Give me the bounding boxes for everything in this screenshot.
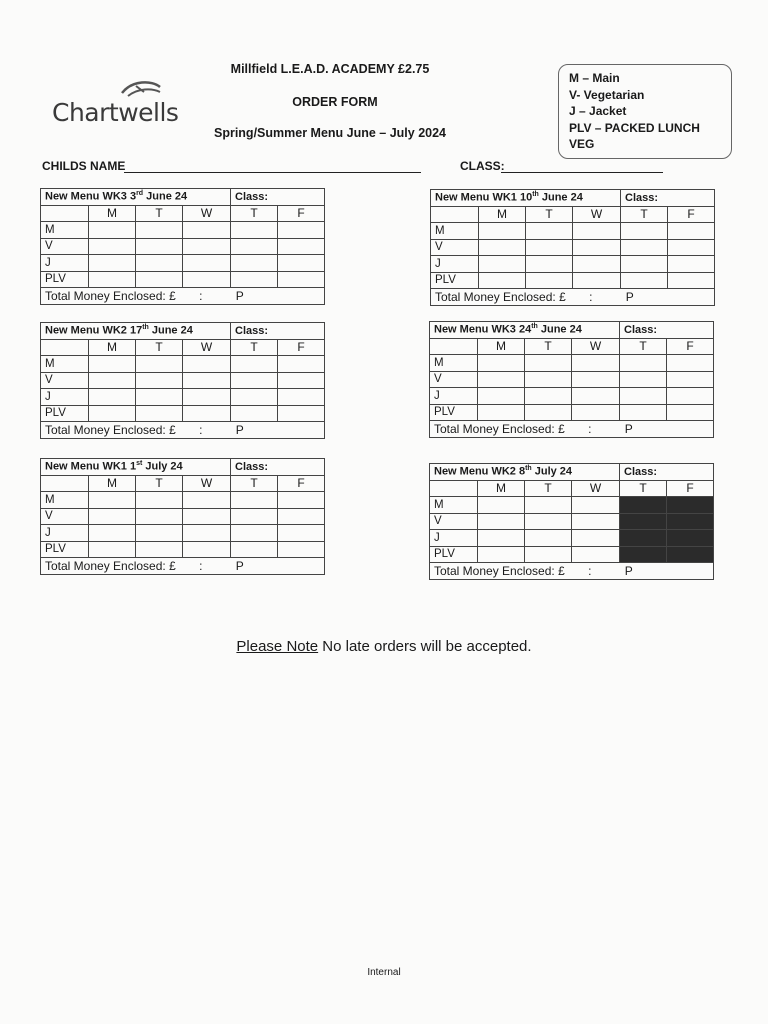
class-field[interactable] [501, 161, 663, 173]
total-label: Total Money Enclosed: £ [45, 558, 176, 573]
legend-box [558, 64, 732, 159]
total-label: Total Money Enclosed: £ [434, 563, 565, 578]
order-cell[interactable] [183, 525, 231, 542]
order-cell[interactable] [478, 355, 525, 372]
order-cell[interactable] [525, 513, 572, 530]
corner-cell [431, 206, 479, 223]
order-cell[interactable] [573, 272, 621, 289]
order-cell[interactable] [278, 525, 325, 542]
order-cell[interactable] [231, 255, 278, 272]
row-label: J [430, 388, 478, 405]
pence-label: P [624, 421, 633, 436]
week-class-label: Class: [231, 189, 325, 206]
row-label: J [41, 389, 89, 406]
order-cell[interactable] [136, 508, 183, 525]
order-cell[interactable] [526, 239, 573, 256]
blocked-cell [667, 497, 714, 514]
order-cell[interactable] [668, 256, 715, 273]
order-cell[interactable] [667, 388, 714, 405]
row-label: PLV [431, 272, 479, 289]
day-header: F [667, 338, 714, 355]
day-header: T [525, 338, 572, 355]
day-header: T [231, 339, 278, 356]
row-label: M [430, 497, 478, 514]
legend-item: M – Main [569, 71, 620, 85]
order-cell[interactable] [479, 223, 526, 240]
order-cell[interactable] [278, 222, 325, 239]
note-text: No late orders will be accepted. [318, 638, 532, 655]
order-cell[interactable] [572, 355, 620, 372]
order-cell[interactable] [231, 222, 278, 239]
order-cell[interactable] [620, 371, 667, 388]
legend-item: V- Vegetarian [569, 87, 645, 102]
week-order-table [429, 321, 714, 438]
order-cell[interactable] [183, 541, 231, 558]
total-money-row [431, 289, 715, 306]
order-cell[interactable] [479, 239, 526, 256]
day-header: W [572, 480, 620, 497]
order-cell[interactable] [89, 508, 136, 525]
day-header: T [136, 475, 183, 492]
order-cell[interactable] [183, 389, 231, 406]
day-header: T [136, 205, 183, 222]
day-header: T [136, 339, 183, 356]
order-cell[interactable] [572, 513, 620, 530]
order-cell[interactable] [478, 404, 525, 421]
order-cell[interactable] [668, 223, 715, 240]
order-cell[interactable] [183, 222, 231, 239]
order-cell[interactable] [136, 389, 183, 406]
order-cell[interactable] [136, 525, 183, 542]
order-cell[interactable] [668, 272, 715, 289]
order-cell[interactable] [479, 256, 526, 273]
day-header: T [620, 480, 667, 497]
row-label: M [430, 355, 478, 372]
week-title: New Menu WK3 3rd June 24 [41, 189, 231, 206]
order-cell[interactable] [136, 222, 183, 239]
order-cell[interactable] [136, 372, 183, 389]
order-cell[interactable] [231, 389, 278, 406]
order-cell[interactable] [183, 356, 231, 373]
order-cell[interactable] [183, 238, 231, 255]
logo-text: Chartwells [52, 98, 179, 127]
order-cell[interactable] [572, 388, 620, 405]
order-cell[interactable] [183, 255, 231, 272]
late-orders-note [0, 638, 768, 655]
order-cell[interactable] [89, 255, 136, 272]
day-header: W [183, 205, 231, 222]
order-cell[interactable] [525, 355, 572, 372]
corner-cell [41, 205, 89, 222]
day-header: W [183, 339, 231, 356]
order-cell[interactable] [136, 356, 183, 373]
order-cell[interactable] [478, 513, 525, 530]
total-colon: : [588, 563, 592, 578]
week-class-label: Class: [620, 322, 714, 339]
order-cell[interactable] [278, 405, 325, 422]
legend-item: J – Jacket [569, 104, 627, 118]
week-class-label: Class: [621, 190, 715, 207]
week-order-table [40, 322, 325, 439]
order-cell[interactable] [278, 372, 325, 389]
row-label: M [41, 492, 89, 509]
order-cell[interactable] [89, 389, 136, 406]
order-cell[interactable] [231, 356, 278, 373]
order-cell[interactable] [278, 492, 325, 509]
week-title: New Menu WK1 10th June 24 [431, 190, 621, 207]
class-label: CLASS: [460, 159, 505, 173]
order-cell[interactable] [572, 497, 620, 514]
order-cell[interactable] [183, 508, 231, 525]
order-cell[interactable] [89, 405, 136, 422]
order-cell[interactable] [89, 356, 136, 373]
row-label: V [41, 238, 89, 255]
row-label: V [431, 239, 479, 256]
order-cell[interactable] [231, 525, 278, 542]
logo-swoosh-icon [114, 78, 174, 100]
order-cell[interactable] [572, 546, 620, 563]
order-cell[interactable] [231, 238, 278, 255]
order-cell[interactable] [231, 508, 278, 525]
order-cell[interactable] [278, 541, 325, 558]
row-label: PLV [41, 271, 89, 288]
order-cell[interactable] [572, 530, 620, 547]
week-order-table [430, 189, 715, 306]
total-label: Total Money Enclosed: £ [45, 422, 176, 437]
total-colon: : [199, 288, 203, 303]
order-cell[interactable] [278, 238, 325, 255]
day-header: T [621, 206, 668, 223]
blocked-cell [620, 530, 667, 547]
order-cell[interactable] [620, 404, 667, 421]
order-cell[interactable] [89, 222, 136, 239]
corner-cell [430, 338, 478, 355]
order-cell[interactable] [526, 223, 573, 240]
order-cell[interactable] [231, 405, 278, 422]
total-colon: : [199, 558, 203, 573]
total-money-row [430, 421, 714, 438]
total-money-row [41, 422, 325, 439]
order-cell[interactable] [183, 492, 231, 509]
week-order-table [40, 188, 325, 305]
pence-label: P [235, 558, 244, 573]
day-header: W [183, 475, 231, 492]
order-cell[interactable] [572, 371, 620, 388]
order-cell[interactable] [136, 492, 183, 509]
blocked-cell [667, 546, 714, 563]
form-title: ORDER FORM [292, 95, 378, 109]
day-header: F [278, 339, 325, 356]
order-cell[interactable] [621, 272, 668, 289]
order-cell[interactable] [278, 255, 325, 272]
order-cell[interactable] [573, 256, 621, 273]
footer-label: Internal [367, 967, 401, 978]
order-cell[interactable] [573, 239, 621, 256]
order-cell[interactable] [136, 405, 183, 422]
week-class-label: Class: [231, 459, 325, 476]
order-cell[interactable] [89, 271, 136, 288]
week-title: New Menu WK1 1st July 24 [41, 459, 231, 476]
order-cell[interactable] [183, 372, 231, 389]
week-class-label: Class: [231, 323, 325, 340]
order-cell[interactable] [183, 405, 231, 422]
order-cell[interactable] [525, 371, 572, 388]
menu-period: Spring/Summer Menu June – July 2024 [213, 126, 447, 140]
order-cell[interactable] [89, 525, 136, 542]
total-label: Total Money Enclosed: £ [434, 421, 565, 436]
day-header: M [478, 480, 525, 497]
order-cell[interactable] [526, 256, 573, 273]
order-cell[interactable] [478, 530, 525, 547]
order-cell[interactable] [478, 497, 525, 514]
order-cell[interactable] [231, 492, 278, 509]
note-emphasis: Please Note [236, 638, 319, 655]
order-cell[interactable] [478, 546, 525, 563]
pence-label: P [625, 289, 634, 304]
order-cell[interactable] [667, 355, 714, 372]
order-cell[interactable] [278, 508, 325, 525]
total-money-row [41, 288, 325, 305]
week-class-label: Class: [620, 464, 714, 481]
day-header: M [478, 338, 525, 355]
legend-item: PLV – PACKED LUNCH VEG [569, 120, 700, 151]
order-cell[interactable] [183, 271, 231, 288]
order-cell[interactable] [525, 546, 572, 563]
pence-label: P [235, 288, 244, 303]
order-cell[interactable] [136, 541, 183, 558]
order-cell[interactable] [278, 271, 325, 288]
order-cell[interactable] [525, 388, 572, 405]
row-label: V [430, 513, 478, 530]
blocked-cell [620, 546, 667, 563]
day-header: T [231, 475, 278, 492]
order-cell[interactable] [526, 272, 573, 289]
child-name-field[interactable] [124, 161, 421, 173]
day-header: F [668, 206, 715, 223]
corner-cell [430, 480, 478, 497]
row-label: PLV [41, 405, 89, 422]
row-label: J [41, 255, 89, 272]
blocked-cell [667, 513, 714, 530]
blocked-cell [667, 530, 714, 547]
week-title: New Menu WK2 17th June 24 [41, 323, 231, 340]
order-cell[interactable] [231, 541, 278, 558]
row-label: J [41, 525, 89, 542]
order-cell[interactable] [89, 541, 136, 558]
order-cell[interactable] [278, 389, 325, 406]
order-cell[interactable] [668, 239, 715, 256]
order-cell[interactable] [478, 371, 525, 388]
day-header: T [231, 205, 278, 222]
day-header: M [89, 475, 136, 492]
pence-label: P [624, 563, 633, 578]
week-title: New Menu WK3 24th June 24 [430, 322, 620, 339]
order-cell[interactable] [136, 255, 183, 272]
blocked-cell [620, 513, 667, 530]
day-header: F [278, 205, 325, 222]
total-colon: : [588, 421, 592, 436]
order-cell[interactable] [667, 371, 714, 388]
row-label: V [41, 372, 89, 389]
order-cell[interactable] [525, 530, 572, 547]
week-title: New Menu WK2 8th July 24 [430, 464, 620, 481]
row-label: V [430, 371, 478, 388]
day-header: W [572, 338, 620, 355]
order-cell[interactable] [89, 492, 136, 509]
order-cell[interactable] [573, 223, 621, 240]
row-label: J [431, 256, 479, 273]
day-header: W [573, 206, 621, 223]
row-label: PLV [430, 546, 478, 563]
order-cell[interactable] [136, 271, 183, 288]
order-cell[interactable] [572, 404, 620, 421]
order-cell[interactable] [231, 372, 278, 389]
day-header: M [89, 339, 136, 356]
total-money-row [430, 563, 714, 580]
order-cell[interactable] [620, 355, 667, 372]
order-cell[interactable] [231, 271, 278, 288]
row-label: M [41, 222, 89, 239]
order-cell[interactable] [89, 372, 136, 389]
order-cell[interactable] [620, 388, 667, 405]
day-header: M [89, 205, 136, 222]
row-label: J [430, 530, 478, 547]
order-cell[interactable] [621, 256, 668, 273]
blocked-cell [620, 497, 667, 514]
total-colon: : [589, 289, 593, 304]
day-header: F [667, 480, 714, 497]
order-cell[interactable] [525, 404, 572, 421]
order-cell[interactable] [525, 497, 572, 514]
total-money-row [41, 558, 325, 575]
row-label: PLV [41, 541, 89, 558]
order-cell[interactable] [667, 404, 714, 421]
order-cell[interactable] [278, 356, 325, 373]
day-header: T [620, 338, 667, 355]
order-cell[interactable] [621, 239, 668, 256]
order-cell[interactable] [621, 223, 668, 240]
corner-cell [41, 475, 89, 492]
week-order-table [429, 463, 714, 580]
total-colon: : [199, 422, 203, 437]
total-label: Total Money Enclosed: £ [435, 289, 566, 304]
total-label: Total Money Enclosed: £ [45, 288, 176, 303]
day-header: F [278, 475, 325, 492]
row-label: M [41, 356, 89, 373]
school-title: Millfield L.E.A.D. ACADEMY £2.75 [230, 62, 430, 76]
order-cell[interactable] [478, 388, 525, 405]
day-header: M [479, 206, 526, 223]
day-header: T [526, 206, 573, 223]
order-cell[interactable] [479, 272, 526, 289]
order-cell[interactable] [89, 238, 136, 255]
order-cell[interactable] [136, 238, 183, 255]
chartwells-logo [52, 78, 192, 133]
week-order-table [40, 458, 325, 575]
row-label: PLV [430, 404, 478, 421]
row-label: V [41, 508, 89, 525]
day-header: T [525, 480, 572, 497]
row-label: M [431, 223, 479, 240]
corner-cell [41, 339, 89, 356]
child-name-label: CHILDS NAME [42, 159, 126, 173]
pence-label: P [235, 422, 244, 437]
